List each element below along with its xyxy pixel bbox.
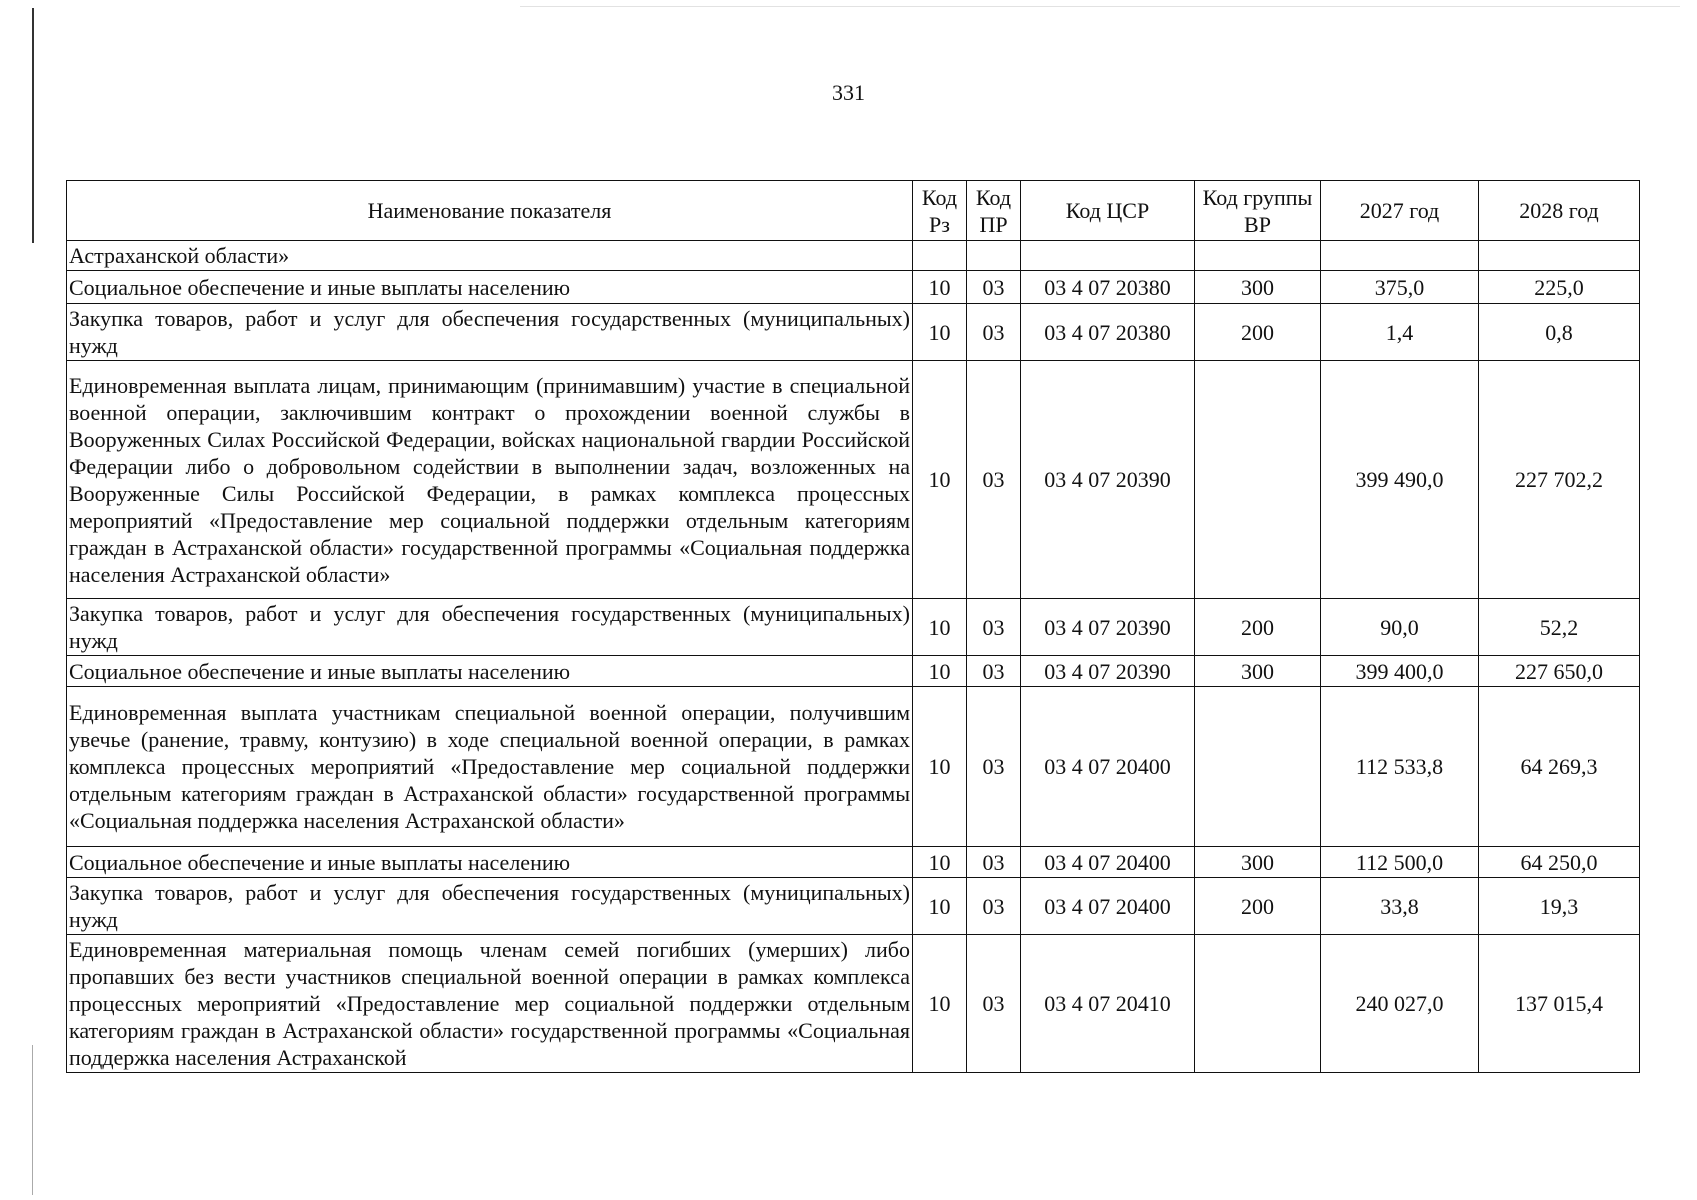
- cell-vr: 200: [1195, 878, 1321, 935]
- cell-csr: 03 4 07 20400: [1021, 687, 1195, 847]
- table-row: [67, 361, 1640, 599]
- cell-pr: 03: [967, 935, 1021, 1073]
- budget-table: [66, 180, 1640, 1073]
- cell-rz: 10: [913, 656, 967, 687]
- cell-name: Астраханской области»: [67, 241, 913, 271]
- cell-csr: 03 4 07 20390: [1021, 361, 1195, 599]
- cell-y2027: 399 490,0: [1321, 361, 1479, 599]
- header-rz: Код Рз: [913, 181, 967, 241]
- cell-rz: 10: [913, 878, 967, 935]
- table-body: [67, 241, 1640, 1073]
- cell-csr: 03 4 07 20400: [1021, 847, 1195, 878]
- cell-vr: 200: [1195, 599, 1321, 656]
- scan-margin-line-lower: [32, 1045, 33, 1195]
- scan-top-rule: [520, 6, 1680, 7]
- cell-name: Закупка товаров, работ и услуг для обеспечения государственных (муниципальных) нужд: [67, 304, 913, 361]
- cell-y2028: 64 250,0: [1479, 847, 1640, 878]
- cell-pr: 03: [967, 878, 1021, 935]
- cell-vr: [1195, 935, 1321, 1073]
- table-row: [67, 599, 1640, 656]
- header-pr: Код ПР: [967, 181, 1021, 241]
- cell-y2028: 52,2: [1479, 599, 1640, 656]
- cell-y2027: 112 500,0: [1321, 847, 1479, 878]
- header-vr: Код группы ВР: [1195, 181, 1321, 241]
- cell-rz: 10: [913, 935, 967, 1073]
- cell-vr: 300: [1195, 271, 1321, 304]
- cell-rz: 10: [913, 599, 967, 656]
- cell-rz: 10: [913, 271, 967, 304]
- cell-y2027: 90,0: [1321, 599, 1479, 656]
- cell-pr: 03: [967, 304, 1021, 361]
- cell-name: Социальное обеспечение и иные выплаты населению: [67, 271, 913, 304]
- cell-vr: 300: [1195, 847, 1321, 878]
- table-row: [67, 656, 1640, 687]
- cell-y2027: 1,4: [1321, 304, 1479, 361]
- table-row: [67, 847, 1640, 878]
- cell-name: Социальное обеспечение и иные выплаты населению: [67, 656, 913, 687]
- cell-y2028: 0,8: [1479, 304, 1640, 361]
- table-header-row: [67, 181, 1640, 241]
- cell-y2028: 227 650,0: [1479, 656, 1640, 687]
- cell-y2027: 375,0: [1321, 271, 1479, 304]
- cell-name: Закупка товаров, работ и услуг для обеспечения государственных (муниципальных) нужд: [67, 878, 913, 935]
- scan-margin-line: [32, 8, 34, 243]
- cell-pr: 03: [967, 271, 1021, 304]
- cell-vr: 200: [1195, 304, 1321, 361]
- cell-y2028: 225,0: [1479, 271, 1640, 304]
- cell-csr: 03 4 07 20380: [1021, 304, 1195, 361]
- cell-vr: [1195, 687, 1321, 847]
- cell-csr: 03 4 07 20400: [1021, 878, 1195, 935]
- cell-rz: 10: [913, 304, 967, 361]
- cell-pr: 03: [967, 687, 1021, 847]
- cell-name: Социальное обеспечение и иные выплаты населению: [67, 847, 913, 878]
- cell-rz: 10: [913, 687, 967, 847]
- cell-pr: 03: [967, 599, 1021, 656]
- cell-pr: 03: [967, 656, 1021, 687]
- table-row: [67, 304, 1640, 361]
- cell-pr: 03: [967, 361, 1021, 599]
- cell-csr: 03 4 07 20380: [1021, 271, 1195, 304]
- cell-name: Единовременная выплата участникам специальной военной операции, получившим увечье (ранение, травму, контузию) в ходе специальной военной операции, в рамках комплекса процессных мероприятий «Предоставление мер социальной поддержки отдельным категориям граждан в Астраханской области» государственной программы «Социальная поддержка населения Астраханской области»: [67, 687, 913, 847]
- header-name: Наименование показателя: [67, 181, 913, 241]
- cell-y2028: 64 269,3: [1479, 687, 1640, 847]
- cell-vr: [1195, 241, 1321, 271]
- table-row: [67, 687, 1640, 847]
- table-row: [67, 935, 1640, 1073]
- cell-rz: [913, 241, 967, 271]
- cell-csr: 03 4 07 20390: [1021, 599, 1195, 656]
- header-csr: Код ЦСР: [1021, 181, 1195, 241]
- cell-rz: 10: [913, 361, 967, 599]
- cell-name: Единовременная выплата лицам, принимающим (принимавшим) участие в специальной военной операции, заключившим контракт о прохождении военной службы в Вооруженных Силах Российской Федерации, войсках национальной гвардии Российской Федерации либо о добровольном содействии в выполнении задач, возложенных на Вооруженные Силы Российской Федерации, в рамках комплекса процессных мероприятий «Предоставление мер социальной поддержки отдельным категориям граждан в Астраханской области» государственной программы «Социальная поддержка населения Астраханской области»: [67, 361, 913, 599]
- cell-rz: 10: [913, 847, 967, 878]
- cell-name: Закупка товаров, работ и услуг для обеспечения государственных (муниципальных) нужд: [67, 599, 913, 656]
- table-row: [67, 271, 1640, 304]
- cell-pr: 03: [967, 847, 1021, 878]
- cell-csr: 03 4 07 20410: [1021, 935, 1195, 1073]
- cell-name: Единовременная материальная помощь членам семей погибших (умерших) либо пропавших без вести участников специальной военной операции в рамках комплекса процессных мероприятий «Предоставление мер социальной поддержки отдельным категориям граждан в Астраханской области» государственной программы «Социальная поддержка населения Астраханской: [67, 935, 913, 1073]
- cell-csr: 03 4 07 20390: [1021, 656, 1195, 687]
- cell-y2028: [1479, 241, 1640, 271]
- cell-y2027: [1321, 241, 1479, 271]
- cell-csr: [1021, 241, 1195, 271]
- cell-y2027: 240 027,0: [1321, 935, 1479, 1073]
- table-row: [67, 241, 1640, 271]
- cell-pr: [967, 241, 1021, 271]
- cell-y2028: 137 015,4: [1479, 935, 1640, 1073]
- cell-y2028: 227 702,2: [1479, 361, 1640, 599]
- cell-y2027: 399 400,0: [1321, 656, 1479, 687]
- cell-vr: 300: [1195, 656, 1321, 687]
- cell-vr: [1195, 361, 1321, 599]
- table-row: [67, 878, 1640, 935]
- cell-y2027: 33,8: [1321, 878, 1479, 935]
- page-number: 331: [832, 80, 865, 105]
- header-2028: 2028 год: [1479, 181, 1640, 241]
- cell-y2028: 19,3: [1479, 878, 1640, 935]
- cell-y2027: 112 533,8: [1321, 687, 1479, 847]
- header-2027: 2027 год: [1321, 181, 1479, 241]
